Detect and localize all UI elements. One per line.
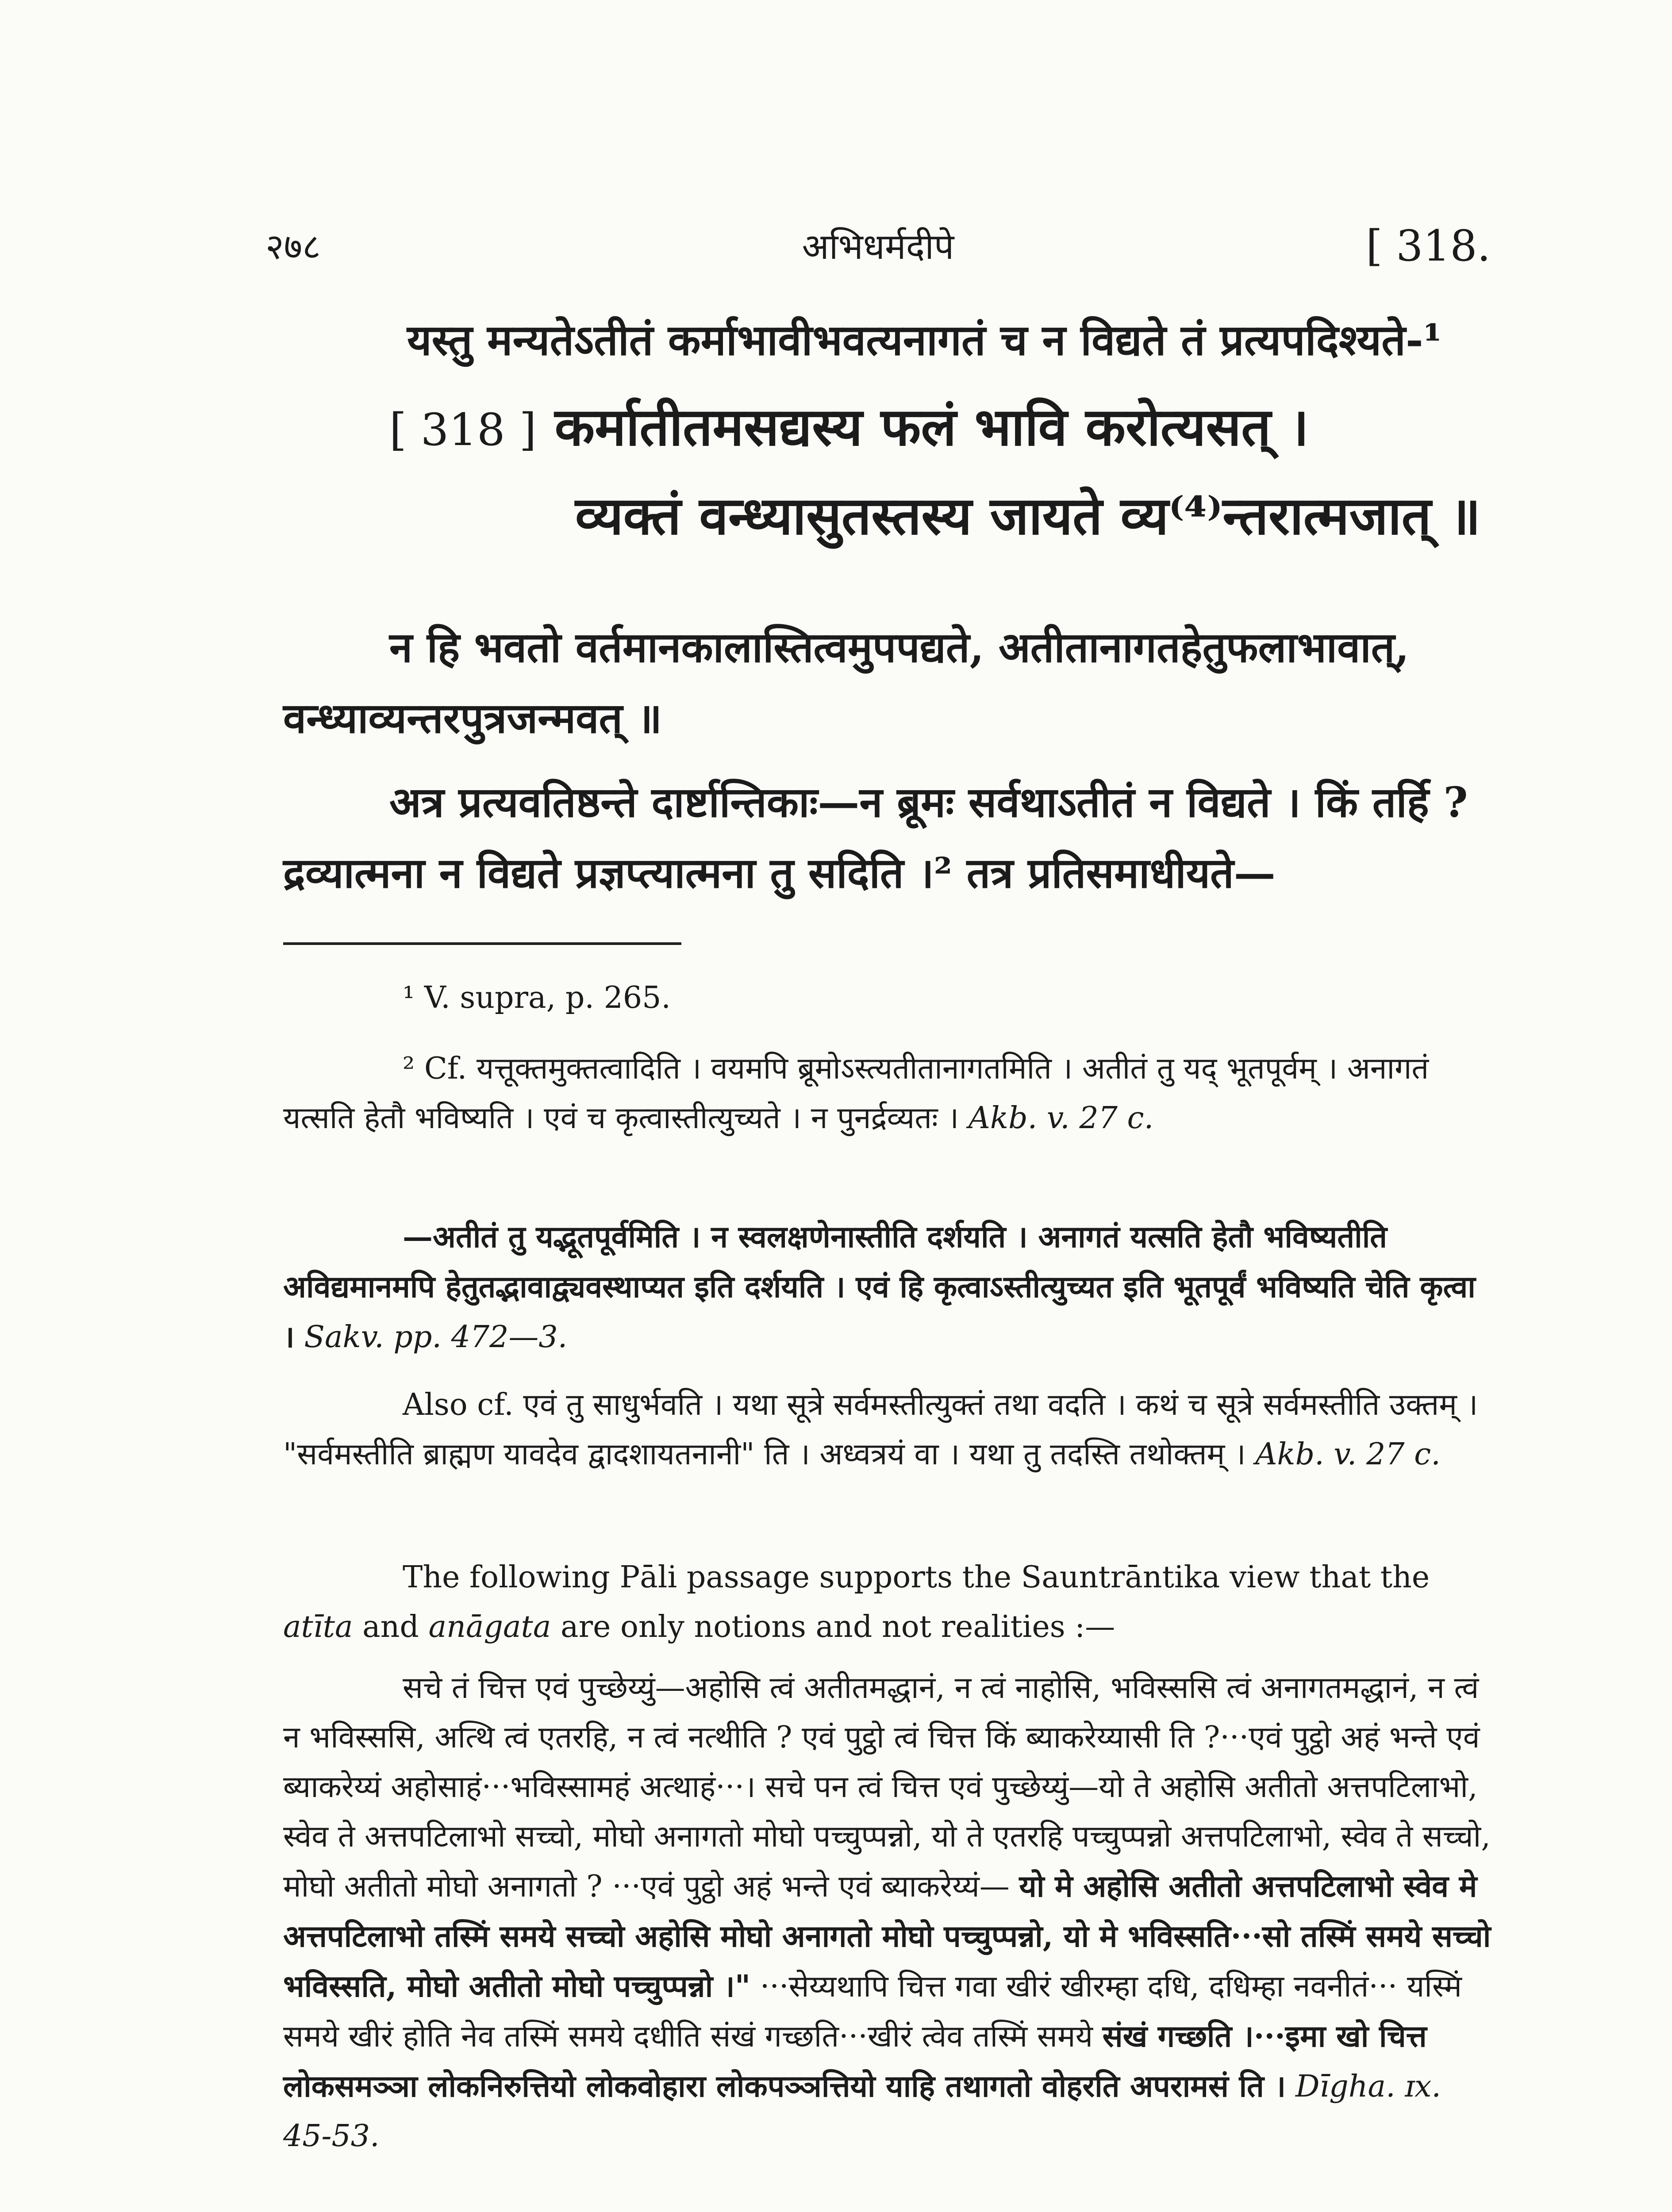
pali-intro-pre: The following Pāli passage supports the Sauntrāntika view that the xyxy=(403,1560,1430,1595)
verse-line-2: व्यक्तं वन्ध्यासुतस्तस्य जायते व्य⁽⁴⁾न्तरात्मजात् ॥ xyxy=(575,485,1481,546)
footnote-4-citation: Akb. v. 27 c. xyxy=(1255,1437,1441,1472)
footnote-3-text: —अतीतं तु यद्भूतपूर्वमिति । न स्वलक्षणेनास्तीति दर्शयति । अनागतं यत्सति हेतौ भविष्यतीति अविद्यमानमपि हेतुतद्भावाद्व्यवस्थाप्यत इति दर्शयति । एवं हि कृत्वाऽस्तीत्युच्यत इति भूतपूर्वं भविष्यति चेति कृत्वा । xyxy=(283,1219,1476,1355)
verse-318 xyxy=(389,389,1522,549)
pali-term-atita: atīta xyxy=(283,1609,353,1644)
section-number: [ 318. xyxy=(1366,221,1491,271)
footnote-divider xyxy=(283,942,681,945)
footnote-2-commentary xyxy=(283,1212,1495,1362)
commentary-paragraph-2: अत्र प्रत्यवतिष्ठन्ते दार्ष्टान्तिकाः—न ब्रूमः सर्वथाऽतीतं न विद्यते । किं तर्हि ? द्रव्यात्मना न विद्यते प्रज्ञप्त्यात्मना तु सदिति ।² तत्र प्रतिसमाधीयते— xyxy=(283,778,1468,898)
running-head xyxy=(265,221,1491,274)
footnote-1: ¹ V. supra, p. 265. xyxy=(403,980,671,1015)
verse-line-1: कर्मातीतमसद्यस्य फलं भावि करोत्यसत् । xyxy=(554,396,1309,457)
footnote-2-text: ² Cf. यत्तूक्तमुक्तत्वादिति । वयमपि ब्रूमोऽस्त्यतीतानागतमिति । अतीतं तु यद् भूतपूर्वम् । अनागतं यत्सति हेतौ भविष्यति । एवं च कृत्वास्तीत्युच्यते । न पुनर्द्रव्यतः । xyxy=(283,1051,1429,1136)
running-title: अभिधर्मदीपे xyxy=(802,226,954,267)
page-number: २७८ xyxy=(265,226,321,267)
pali-passage-citation: Dīgha. ɪx. 45-53. xyxy=(283,2069,1441,2154)
pali-passage-bold-1: यो मे अहोसि अतीतो अत्तपटिलाभो स्वेव मे अत्तपटिलाभो तस्मिं समये सच्चो अहोसि मोघो अनागतो मोघो पच्चुप्पन्नो, यो मे भविस्सति···सो तस्मिं समये सच्चो भविस्सति, मोघो अतीतो मोघो पच्चुप्पन्नो ।" xyxy=(283,1869,1491,2004)
footnote-3-citation: Sakv. pp. 472—3. xyxy=(304,1320,568,1355)
pali-passage-bold-2: संखं गच्छति ।···इमा खो चित्त लोकसमञ्ञा लोकनिरुत्तियो लोकवोहारा लोकपञ्ञत्तियो याहि तथागतो वोहरति अपरामसं ति । xyxy=(283,2019,1427,2104)
pali-term-anagata: anāgata xyxy=(428,1609,551,1644)
footnote-2 xyxy=(283,1044,1495,1143)
pali-intro-post: are only notions and not realities :— xyxy=(551,1609,1115,1644)
footnote-pali-intro xyxy=(283,1553,1495,1652)
pali-intro-mid: and xyxy=(353,1609,429,1644)
intro-line: यस्तु मन्यतेऽतीतं कर्माभावीभवत्यनागतं च न विद्यते तं प्रत्यपदिश्यते-¹ xyxy=(407,315,1442,365)
commentary-paragraph-1: न हि भवतो वर्तमानकालास्तित्वमुपपद्यते, अतीतानागतहेतुफलाभावात्, वन्ध्याव्यन्तरपुत्रजन्मवत् ॥ xyxy=(283,623,1410,743)
footnote-2-citation: Akb. v. 27 c. xyxy=(968,1101,1154,1136)
footnote-also-cf xyxy=(283,1380,1495,1479)
pali-passage-plain-1: सचे तं चित्त एवं पुच्छेय्युं—अहोसि त्वं अतीतमद्धानं, न त्वं नाहोसि, भविस्ससि त्वं अनागतमद्धानं, न त्वं न भविस्ससि, अत्थि त्वं एतरहि, न त्वं नत्थीति ? एवं पुट्ठो त्वं चित्त किं ब्याकरेय्यासी ति ?···एवं पुट्ठो अहं भन्ते एवं ब्याकरेय्यं अहोसाहं···भविस्सामहं अत्थाहं···। सचे पन त्वं चित्त एवं पुच्छेय्युं—यो ते अहोसि अतीतो अत्तपटिलाभो, स्वेव ते अत्तपटिलाभो सच्चो, मोघो अनागतो मोघो पच्चुप्पन्नो, यो ते एतरहि पच्चुप्पन्नो अत्तपटिलाभो, स्वेव ते सच्चो, मोघो अतीतो मोघो अनागतो ? ···एवं पुट्ठो अहं भन्ते एवं ब्याकरेय्यं— xyxy=(283,1671,1491,1904)
footnote-4-text: Also cf. एवं तु साधुर्भवति । यथा सूत्रे सर्वमस्तीत्युक्तं तथा वदति । कथं च सूत्रे सर्वमस्तीति उक्तम् । "सर्वमस्तीति ब्राह्मण यावदेव द्वादशायतनानी" ति । अध्वत्रयं वा । यथा तु तदस्ति तथोक्तम् । xyxy=(283,1387,1478,1472)
footnote-pali-passage xyxy=(283,1663,1495,2161)
pali-passage-plain-2: ···सेय्यथापि चित्त गवा खीरं खीरम्हा दधि, दधिम्हा नवनीतं··· यस्मिं समये खीरं होति नेव तस्मिं समये दधीति संखं गच्छति···खीरं त्वेव तस्मिं समये xyxy=(283,1969,1462,2054)
verse-number: [ 318 ] xyxy=(389,404,537,456)
